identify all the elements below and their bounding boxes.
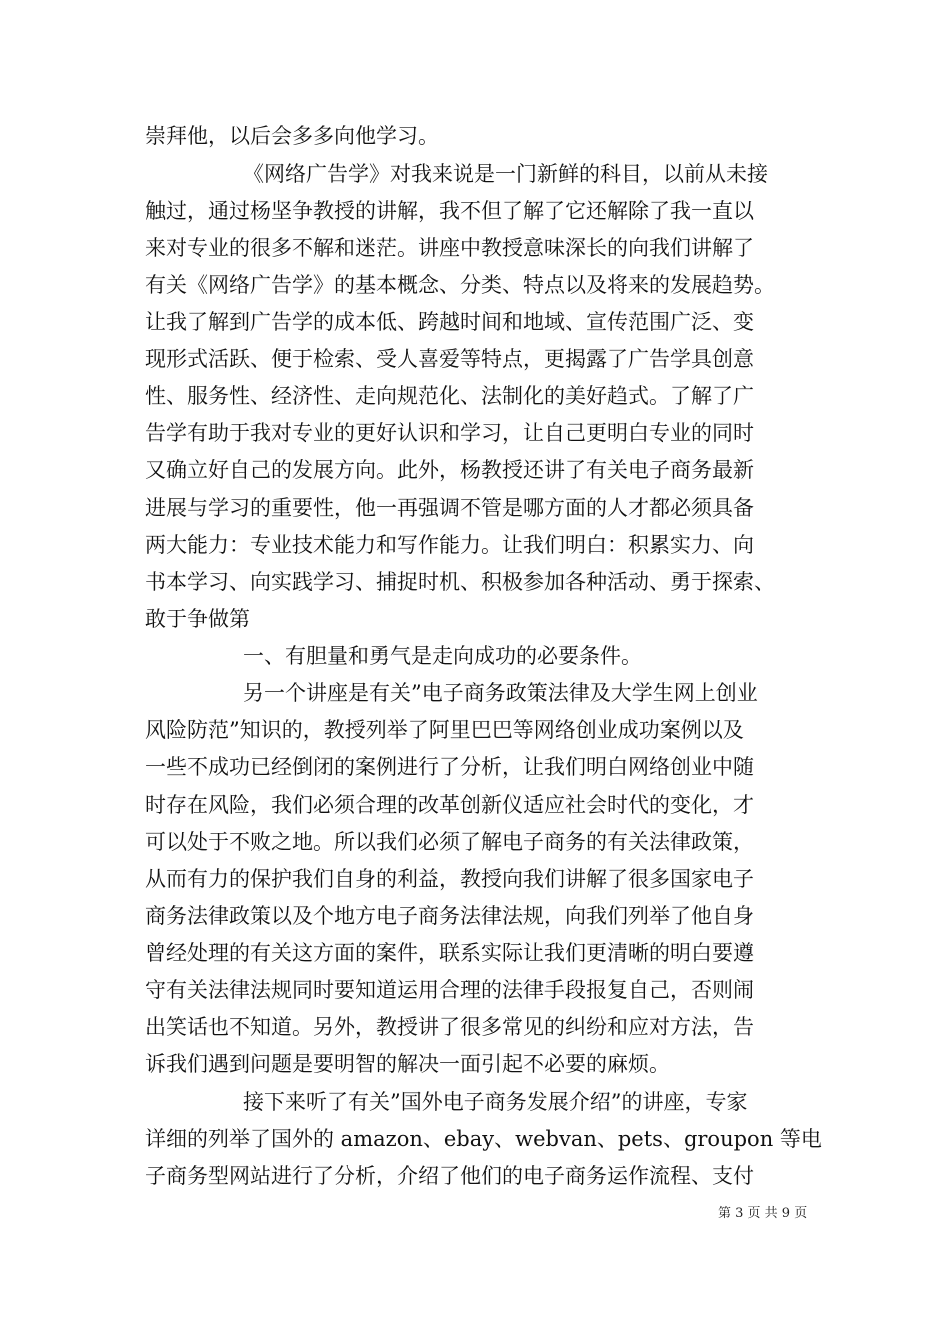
paragraph-line: 守有关法律法规同时要知道运用合理的法律手段报复自己，否则闹 [145, 978, 754, 1002]
paragraph-line: 崇拜他，以后会多多向他学习。 [145, 124, 439, 148]
paragraph-line: 告学有助于我对专业的更好认识和学习，让自己更明白专业的同时 [145, 421, 754, 445]
paragraph-line: 现形式活跃、便于检索、受人喜爱等特点，更揭露了广告学具创意 [145, 347, 754, 371]
paragraph-line: 进展与学习的重要性，他一再强调不管是哪方面的人才都必须具备 [145, 496, 754, 520]
page-number: 第 3 页 共 9 页 [718, 1206, 808, 1221]
paragraph-line: 又确立好自己的发展方向。此外，杨教授还讲了有关电子商务最新 [145, 458, 754, 482]
paragraph-line: 风险防范”知识的，教授列举了阿里巴巴等网络创业成功案例以及 [145, 718, 744, 742]
paragraph-line: 商务法律政策以及个地方电子商务法律法规，向我们列举了他自身 [145, 904, 754, 928]
section-heading: 一、有胆量和勇气是走向成功的必要条件。 [243, 644, 642, 668]
paragraph-line: 让我了解到广告学的成本低、跨越时间和地域、宣传范围广泛、变 [145, 310, 754, 334]
paragraph-line: 来对专业的很多不解和迷茫。讲座中教授意味深长的向我们讲解了 [145, 236, 754, 260]
paragraph-line: 详细的列举了国外的 amazon、ebay、webvan、pets、groupon 等电 [145, 1127, 822, 1151]
paragraph-line: 《网络广告学》对我来说是一门新鲜的科目，以前从未接 [243, 162, 768, 186]
paragraph-line: 出笑话也不知道。另外，教授讲了很多常见的纠纷和应对方法，告 [145, 1015, 754, 1039]
paragraph-line: 诉我们遇到问题是要明智的解决一面引起不必要的麻烦。 [145, 1052, 670, 1076]
paragraph-line: 时存在风险，我们必须合理的改革创新仪适应社会时代的变化，才 [145, 793, 754, 817]
paragraph-line: 性、服务性、经济性、走向规范化、法制化的美好趋式。了解了广 [145, 384, 754, 408]
paragraph-line: 可以处于不败之地。所以我们必须了解电子商务的有关法律政策， [145, 830, 754, 854]
paragraph-line: 敢于争做第 [145, 607, 250, 631]
paragraph-line: 书本学习、向实践学习、捕捉时机、积极参加各种活动、勇于探索、 [145, 570, 775, 594]
paragraph-line: 曾经处理的有关这方面的案件，联系实际让我们更清晰的明白要遵 [145, 941, 754, 965]
paragraph-line: 一些不成功已经倒闭的案例进行了分析，让我们明白网络创业中随 [145, 755, 754, 779]
paragraph-line: 从而有力的保护我们自身的利益，教授向我们讲解了很多国家电子 [145, 867, 754, 891]
paragraph-line: 另一个讲座是有关”电子商务政策法律及大学生网上创业 [243, 681, 758, 705]
paragraph-line: 接下来听了有关”国外电子商务发展介绍”的讲座，专家 [243, 1090, 748, 1114]
paragraph-line: 子商务型网站进行了分析，介绍了他们的电子商务运作流程、支付 [145, 1164, 754, 1188]
paragraph-line: 有关《网络广告学》的基本概念、分类、特点以及将来的发展趋势。 [145, 273, 775, 297]
paragraph-line: 触过，通过杨坚争教授的讲解，我不但了解了它还解除了我一直以 [145, 199, 754, 223]
paragraph-line: 两大能力：专业技术能力和写作能力。让我们明白：积累实力、向 [145, 533, 754, 557]
